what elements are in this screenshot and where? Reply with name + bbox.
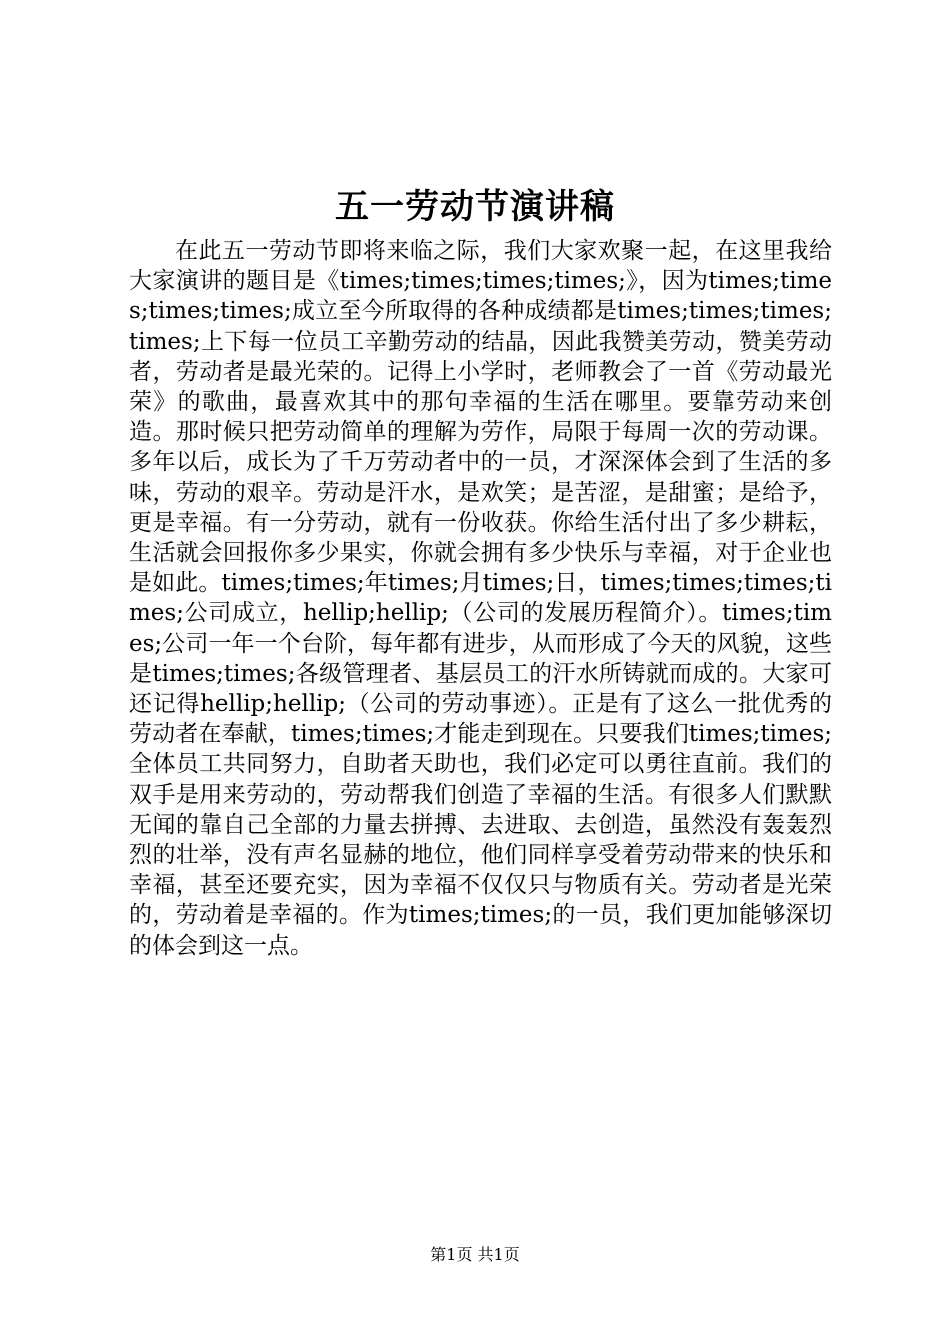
document-body: 在此五一劳动节即将来临之际，我们大家欢聚一起，在这里我给大家演讲的题目是《times;times;times;times;》，因为times;times;times;times;成立至今所取得的各种成绩都是times;times;times;times;上下每一位员工辛勤劳动的结晶，因此我赞美劳动，赞美劳动者，劳动者是最光荣的。记得上小学时，老师教会了一首《劳动最光荣》的歌曲，最喜欢其中的那句幸福的生活在哪里。要靠劳动来创造。那时候只把劳动简单的理解为劳作，局限于每周一次的劳动课。多年以后，成长为了千万劳动者中的一员，才深深体会到了生活的多味，劳动的艰辛。劳动是汗水，是欢笑；是苦涩，是甜蜜；是给予，更是幸福。有一分劳动，就有一份收获。你给生活付出了多少耕耘，生活就会回报你多少果实，你就会拥有多少快乐与幸福，对于企业也是如此。times;times;年times;月times;日，times;times;times;times;公司成立，hellip;hellip;（公司的发展历程简介）。times;times;公司一年一个台阶，每年都有进步，从而形成了今天的风貌，这些是times;times;各级管理者、基层员工的汗水所铸就而成的。大家可还记得hellip;hellip;（公司的劳动事迹）。正是有了这么一批优秀的劳动者在奉献，times;times;才能走到现在。只要我们times;times;全体员工共同努力，自助者天助也，我们必定可以勇往直前。我们的双手是用来劳动的，劳动帮我们创造了幸福的生活。有很多人们默默无闻的靠自己全部的力量去拼搏、去进取、去创造，虽然没有轰轰烈烈的壮举，没有声名显赫的地位，他们同样享受着劳动带来的快乐和幸福，甚至还要充实，因为幸福不仅仅只与物质有关。劳动者是光荣的，劳动着是幸福的。作为times;times;的一员，我们更加能够深切的体会到这一点。 xyxy=(129,238,832,959)
page-footer: 第1页 共1页 xyxy=(430,1245,520,1264)
document-title: 五一劳动节演讲稿 xyxy=(335,187,615,227)
